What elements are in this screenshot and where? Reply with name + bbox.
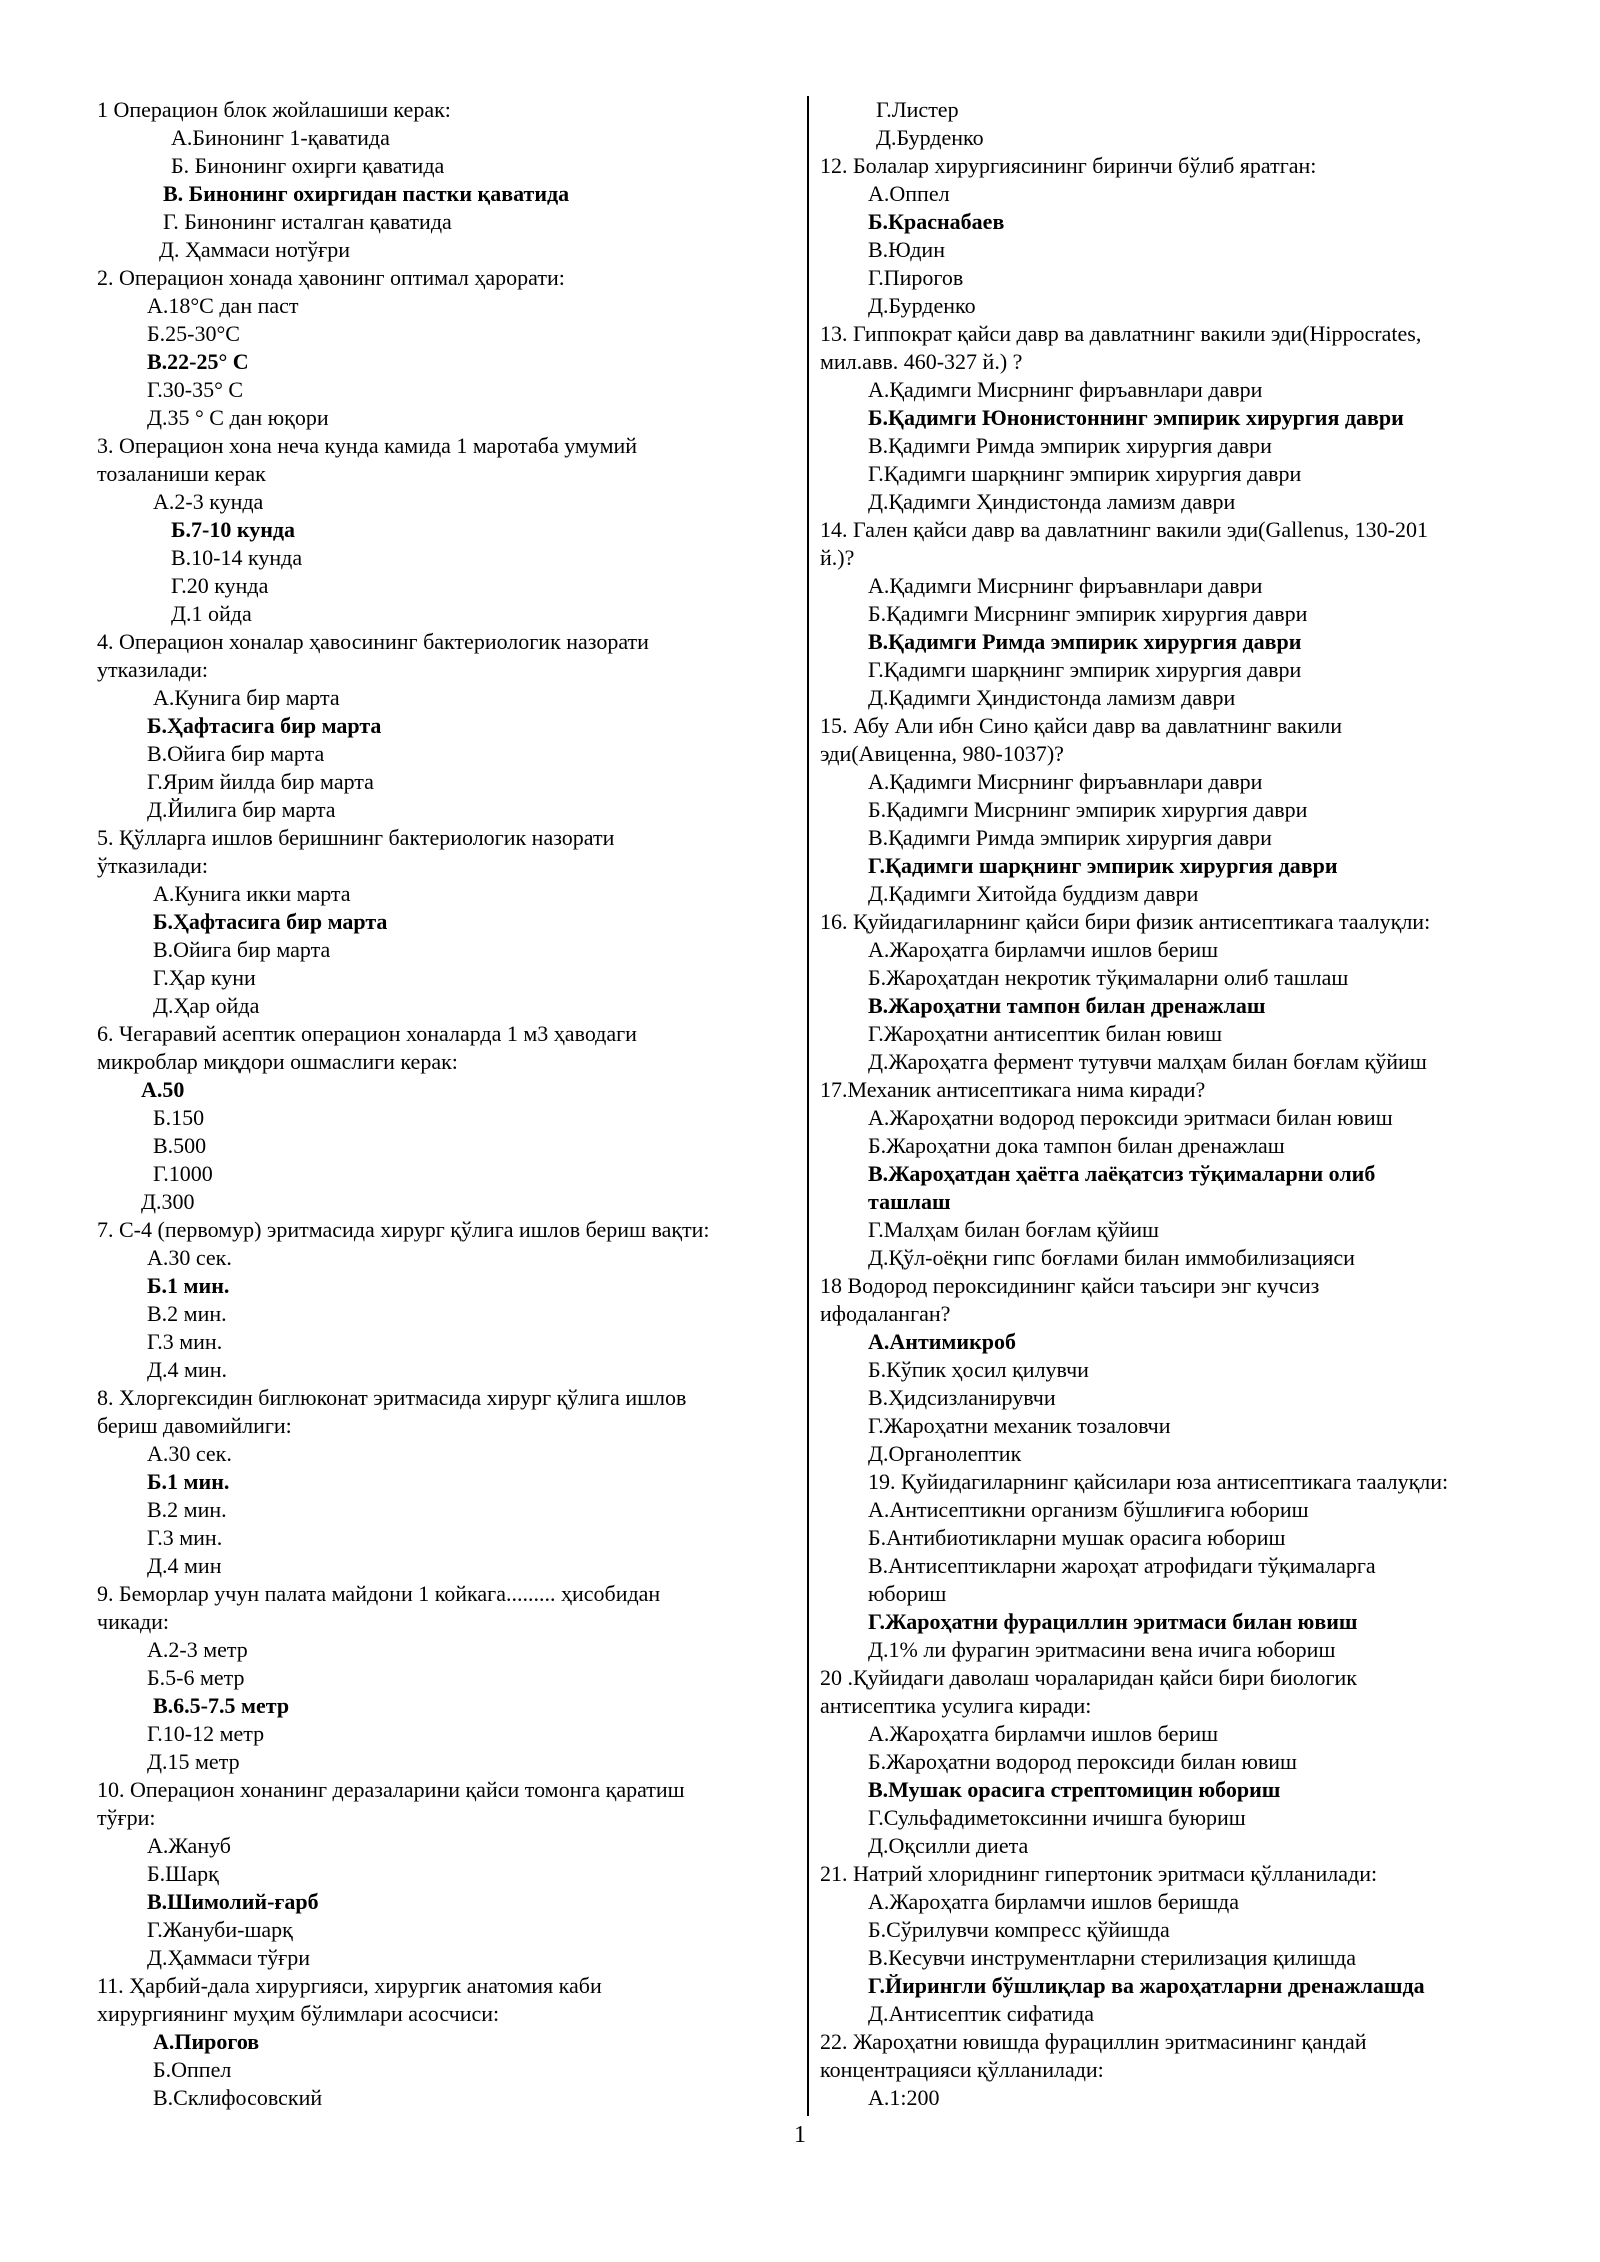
question-text: 4. Операцион хоналар ҳавосининг бактериологик назорати <box>97 629 649 654</box>
answer-option: Б.Шарқ <box>147 1861 219 1886</box>
answer-option: Г.Қадимги шарқнинг эмпирик хирургия даври <box>868 657 1302 682</box>
question-text: эди(Авиценна, 980-1037)? <box>820 741 1064 766</box>
answer-option: Б.Краснабаев <box>868 209 1005 234</box>
answer-option: В.2 мин. <box>147 1497 227 1522</box>
answer-option: А.Антимикроб <box>868 1329 1017 1354</box>
answer-option: А.Кунига бир марта <box>153 685 340 710</box>
answer-option: Д.300 <box>141 1189 195 1214</box>
answer-option: А.Қадимги Мисрнинг фиръавнлари даври <box>868 769 1263 794</box>
column-divider <box>807 96 809 2116</box>
answer-option: А.Жароҳатни водород пероксиди эритмаси билан ювиш <box>868 1105 1393 1130</box>
answer-option: А.Оппел <box>868 181 950 206</box>
answer-option: Д.Қадимги Ҳиндистонда ламизм даври <box>868 489 1236 514</box>
answer-option: Г.Ярим йилда бир марта <box>147 769 374 794</box>
question-text: 22. Жароҳатни ювишда фурациллин эритмасининг қандай <box>820 2029 1367 2054</box>
answer-option: А.30 сек. <box>147 1245 232 1270</box>
answer-option: А.1:200 <box>868 2085 940 2110</box>
question-text: 10. Операцион хонанинг деразаларини қайси томонга қаратиш <box>97 1777 685 1802</box>
answer-option: Д.Қўл-оёқни гипс боғлами билан иммобилизацияси <box>868 1245 1355 1270</box>
answer-option: Д.4 мин <box>147 1553 222 1578</box>
question-text: 1 Операцион блок жойлашиши керак: <box>97 97 451 122</box>
answer-option: Б.Жароҳатни водород пероксиди билан ювиш <box>868 1749 1297 1774</box>
answer-option: Д.Йилига бир марта <box>147 797 336 822</box>
question-text: 9. Беморлар учун палата майдони 1 койкага......... ҳисобидан <box>97 1581 661 1606</box>
question-text: 11. Ҳарбий-дала хирургияси, хирургик анатомия каби <box>97 1973 602 1998</box>
answer-option: В.2 мин. <box>147 1301 227 1326</box>
answer-option: Б.150 <box>153 1105 205 1130</box>
answer-option: А.Жароҳатга бирламчи ишлов бериш <box>868 937 1219 962</box>
right-column <box>820 96 1520 2112</box>
answer-option: А.Жароҳатга бирламчи ишлов беришда <box>868 1889 1240 1914</box>
answer-option: Д.Оқсилли диета <box>868 1833 1029 1858</box>
answer-option: А.Бинонинг 1-қаватида <box>171 125 390 150</box>
answer-option: ташлаш <box>868 1189 951 1214</box>
answer-option: В.Қадимги Римда эмпирик хирургия даври <box>868 825 1272 850</box>
answer-option: Г.Жануби-шарқ <box>147 1917 293 1942</box>
answer-option: В.Жароҳатни тампон билан дренажлаш <box>868 993 1266 1018</box>
answer-option: Б.Кўпик ҳосил қилувчи <box>868 1357 1089 1382</box>
answer-option: Г.20 кунда <box>171 573 269 598</box>
answer-option: В.Шимолий-ғарб <box>147 1889 319 1914</box>
answer-option: А.Кунига икки марта <box>153 881 351 906</box>
answer-option: А.Жароҳатга бирламчи ишлов бериш <box>868 1721 1219 1746</box>
answer-option: Г.30-35° С <box>147 377 244 402</box>
answer-option: Д.Қадимги Хитойда буддизм даври <box>868 881 1199 906</box>
answer-option: Б.Қадимги Мисрнинг эмпирик хирургия даври <box>868 797 1308 822</box>
answer-option: Б.Антибиотикларни мушак орасига юбориш <box>868 1525 1286 1550</box>
answer-option: Г.Йирингли бўшлиқлар ва жароҳатларни дренажлашда <box>868 1973 1425 1998</box>
question-text: мил.авв. 460-327 й.) ? <box>820 349 1023 374</box>
answer-option: А.Қадимги Мисрнинг фиръавнлари даври <box>868 573 1263 598</box>
question-text: 14. Гален қайси давр ва давлатнинг вакили эди(Gallenus, 130-201 <box>820 517 1429 542</box>
answer-option: В.6.5-7.5 метр <box>153 1693 290 1718</box>
answer-option: Д.1% ли фурагин эритмасини вена ичига юбориш <box>868 1637 1336 1662</box>
answer-option: Д. Ҳаммаси нотўғри <box>159 237 351 262</box>
question-text: 20 .Қуйидаги даволаш чораларидан қайси бири биологик <box>820 1665 1357 1690</box>
answer-option: В.Қадимги Римда эмпирик хирургия даври <box>868 433 1272 458</box>
answer-option: Б.25-30°С <box>147 321 240 346</box>
question-text: 6. Чегаравий асептик операцион хоналарда 1 м3 ҳаводаги <box>97 1021 637 1046</box>
answer-option: Г. Бинонинг исталган қаватида <box>163 209 452 234</box>
answer-option: А.2-3 кунда <box>153 489 264 514</box>
answer-option: А.Қадимги Мисрнинг фиръавнлари даври <box>868 377 1263 402</box>
answer-option: В.500 <box>153 1133 207 1158</box>
question-text: й.)? <box>820 545 855 570</box>
question-text: 18 Водород пероксидининг қайси таъсири энг кучсиз <box>820 1273 1320 1298</box>
question-text: концентрацияси қўлланилади: <box>820 2057 1104 2082</box>
answer-option: В. Бинонинг охиргидан пастки қаватида <box>163 181 570 206</box>
answer-option: Г.10-12 метр <box>147 1721 265 1746</box>
question-text: тозаланиши керак <box>97 461 266 486</box>
answer-option: Б.Ҳафтасига бир марта <box>153 909 388 934</box>
answer-option: Г.3 мин. <box>147 1329 223 1354</box>
question-text: чикади: <box>97 1609 170 1634</box>
question-text: 3. Операцион хона неча кунда камида 1 маротаба умумий <box>97 433 638 458</box>
question-text: ўтказилади: <box>97 853 209 878</box>
answer-option: В.22-25° С <box>147 349 249 374</box>
answer-option: Г.Листер <box>876 97 959 122</box>
answer-option: Б.Сўрилувчи компресс қўйишда <box>868 1917 1170 1942</box>
answer-option: Д.Органолептик <box>868 1441 1022 1466</box>
answer-option: Б.Қадимги Юнонистоннинг эмпирик хирургия даври <box>868 405 1404 430</box>
answer-option: Д.Антисептик сифатида <box>868 2001 1095 2026</box>
answer-option: юбориш <box>868 1581 947 1606</box>
question-text: утказилади: <box>97 657 209 682</box>
answer-option: В.Антисептикларни жароҳат атрофидаги тўқималарга <box>868 1553 1376 1578</box>
answer-option: Б.1 мин. <box>147 1273 230 1298</box>
answer-option: А.50 <box>141 1077 185 1102</box>
answer-option: Д.4 мин. <box>147 1357 227 1382</box>
answer-option: А.Жануб <box>147 1833 231 1858</box>
page-number: 1 <box>794 2122 806 2148</box>
answer-option: Б.Оппел <box>153 2057 232 2082</box>
answer-option: А.Антисептикни организм бўшлиғига юбориш <box>868 1497 1309 1522</box>
question-text: антисептика усулига киради: <box>820 1693 1092 1718</box>
answer-option: Б.Қадимги Мисрнинг эмпирик хирургия даври <box>868 601 1308 626</box>
answer-option: Д.Бурденко <box>876 125 984 150</box>
answer-option: Г.Пирогов <box>868 265 964 290</box>
answer-option: Б. Бинонинг охирги қаватида <box>171 153 445 178</box>
question-text: 8. Хлоргексидин биглюконат эритмасида хирург қўлига ишлов <box>97 1385 687 1410</box>
question-text: 17.Механик антисептикага нима киради? <box>820 1077 1206 1102</box>
question-text: 12. Болалар хирургиясининг биринчи бўлиб яратган: <box>820 153 1317 178</box>
left-column <box>97 96 797 2112</box>
answer-option: Г.Жароҳатни механик тозаловчи <box>868 1413 1171 1438</box>
answer-option: А.Пирогов <box>153 2029 260 2054</box>
answer-option: Б.Жароҳатдан некротик тўқималарни олиб ташлаш <box>868 965 1349 990</box>
answer-option: В.Жароҳатдан ҳаётга лаёқатсиз тўқималарни олиб <box>868 1161 1376 1186</box>
answer-option: Г.Қадимги шарқнинг эмпирик хирургия даври <box>868 853 1338 878</box>
question-text: 16. Қуйидагиларнинг қайси бири физик антисептикага таалуқли: <box>820 909 1431 934</box>
answer-option: Д.Жароҳатга фермент тутувчи малҳам билан боғлам қўйиш <box>868 1049 1427 1074</box>
answer-option: В.Қадимги Римда эмпирик хирургия даври <box>868 629 1302 654</box>
answer-option: Д.Бурденко <box>868 293 976 318</box>
answer-option: В.10-14 кунда <box>171 545 303 570</box>
question-text: 13. Гиппократ қайси давр ва давлатнинг вакили эди(Hippocrates, <box>820 321 1422 346</box>
answer-option: Д.Қадимги Ҳиндистонда ламизм даври <box>868 685 1236 710</box>
answer-option: А.30 сек. <box>147 1441 232 1466</box>
answer-option: В.Ҳидсизланирувчи <box>868 1385 1056 1410</box>
answer-option: Г.Жароҳатни фурациллин эритмаси билан ювиш <box>868 1609 1358 1634</box>
answer-option: Б.1 мин. <box>147 1469 230 1494</box>
question-text: хирургиянинг муҳим бўлимлари асосчиси: <box>97 2001 500 2026</box>
question-text: ифодаланган? <box>820 1301 951 1326</box>
question-text: 5. Қўлларга ишлов беришнинг бактериологик назорати <box>97 825 615 850</box>
question-text: 21. Натрий хлориднинг гипертоник эритмаси қўлланилади: <box>820 1861 1378 1886</box>
answer-option: Г.3 мин. <box>147 1525 223 1550</box>
answer-option: Г.Қадимги шарқнинг эмпирик хирургия даври <box>868 461 1302 486</box>
answer-option: Б.Ҳафтасига бир марта <box>147 713 382 738</box>
answer-option: Г.Жароҳатни антисептик билан ювиш <box>868 1021 1223 1046</box>
answer-option: Г.Ҳар куни <box>153 965 256 990</box>
answer-option: Д.35 ° С дан юқори <box>147 405 329 430</box>
answer-option: Г.Сульфадиметоксинни ичишга буюриш <box>868 1805 1246 1830</box>
question-text: бериш давомийлиги: <box>97 1413 292 1438</box>
answer-option: Д.1 ойда <box>171 601 252 626</box>
answer-option: В.Ойига бир марта <box>153 937 331 962</box>
answer-option: Г.1000 <box>153 1161 213 1186</box>
answer-option: В.Юдин <box>868 237 945 262</box>
question-text: 7. С-4 (первомур) эритмасида хирург қўлига ишлов бериш вақти: <box>97 1217 710 1242</box>
answer-option: Д.Ҳар ойда <box>153 993 260 1018</box>
question-text: 2. Операцион хонада ҳавонинг оптимал ҳарорати: <box>97 265 565 290</box>
answer-option: В.Ойига бир марта <box>147 741 325 766</box>
question-text: тўғри: <box>97 1805 156 1830</box>
answer-option: Г.Малҳам билан боғлам қўйиш <box>868 1217 1159 1242</box>
answer-option: Б.Жароҳатни дока тампон билан дренажлаш <box>868 1133 1285 1158</box>
answer-option: А.18°С дан паст <box>147 293 299 318</box>
question-text: 15. Абу Али ибн Сино қайси давр ва давлатнинг вакили <box>820 713 1342 738</box>
answer-option: А.2-3 метр <box>147 1637 248 1662</box>
answer-option: В.Мушак орасига стрептомицин юбориш <box>868 1777 1281 1802</box>
answer-option: Б.5-6 метр <box>147 1665 245 1690</box>
answer-option: Д.15 метр <box>147 1749 240 1774</box>
answer-option: Б.7-10 кунда <box>171 517 296 542</box>
answer-option: 19. Қуйидагиларнинг қайсилари юза антисептикага таалуқли: <box>868 1469 1449 1494</box>
answer-option: В.Склифосовский <box>153 2085 323 2110</box>
answer-option: Д.Ҳаммаси тўғри <box>147 1945 311 1970</box>
question-text: микроблар миқдори ошмаслиги керак: <box>97 1049 458 1074</box>
answer-option: В.Кесувчи инструментларни стерилизация қилишда <box>868 1945 1357 1970</box>
